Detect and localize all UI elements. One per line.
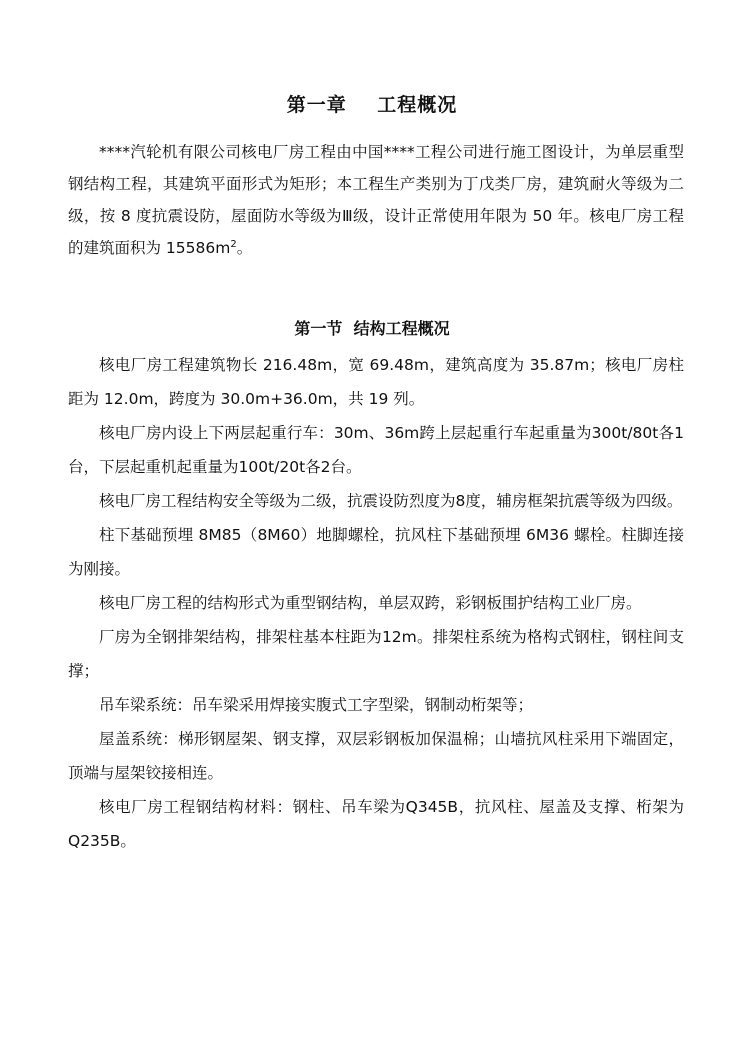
intro-block	[68, 136, 684, 264]
intro-end-punct: 。	[236, 239, 253, 257]
section-body	[68, 348, 684, 858]
chapter-title: 第一章 工程概况	[286, 94, 458, 116]
paragraph-crane-beam: 吊车梁系统：吊车梁采用焊接实腹式工字型梁，钢制动桁架等；	[99, 696, 534, 714]
intro-text: ****汽轮机有限公司核电厂房工程由中国****工程公司进行施工图设计，为单层重型钢结构工程，其建筑平面形式为矩形；本工程生产类别为丁戊类厂房，建筑耐火等级为二级，按 8 度抗震设防，屋面防水等级为Ⅲ级，设计正常使用年限为 50 年。核电厂房工程的建筑面积为 15586m	[68, 143, 684, 257]
area-unit-superscript: 2	[230, 239, 237, 250]
section-title: 第一节 结构工程概况	[294, 319, 450, 338]
paragraph-roof-system: 屋盖系统：梯形钢屋架、钢支撑，双层彩钢板加保温棉；山墙抗风柱采用下端固定，顶端与屋架铰接相连。	[68, 730, 684, 782]
paragraph-structure-form: 核电厂房工程的结构形式为重型钢结构，单层双跨，彩钢板围护结构工业厂房。	[99, 594, 642, 612]
paragraph-cranes: 核电厂房内设上下两层起重行车：30m、36m跨上层起重行车起重量为300t/80t各1台，下层起重机起重量为100t/20t各2台。	[68, 424, 684, 476]
paragraph-dimensions: 核电厂房工程建筑物长 216.48m，宽 69.48m，建筑高度为 35.87m；核电厂房柱距为 12.0m，跨度为 30.0m+36.0m，共 19 列。	[68, 356, 684, 408]
paragraph-safety-grade: 核电厂房工程结构安全等级为二级，抗震设防烈度为8度，辅房框架抗震等级为四级。	[99, 492, 683, 510]
paragraph-steel-materials: 核电厂房工程钢结构材料：钢柱、吊车梁为Q345B，抗风柱、屋盖及支撑、桁架为Q235B。	[68, 798, 684, 850]
intro-paragraph	[68, 136, 684, 264]
paragraph-anchor-bolts: 柱下基础预埋 8M85（8M60）地脚螺栓，抗风柱下基础预埋 6M36 螺栓。柱脚连接为刚接。	[68, 526, 684, 578]
paragraph-bent-frame: 厂房为全钢排架结构，排架柱基本柱距为12m。排架柱系统为格构式钢柱，钢柱间支撑；	[68, 628, 684, 680]
